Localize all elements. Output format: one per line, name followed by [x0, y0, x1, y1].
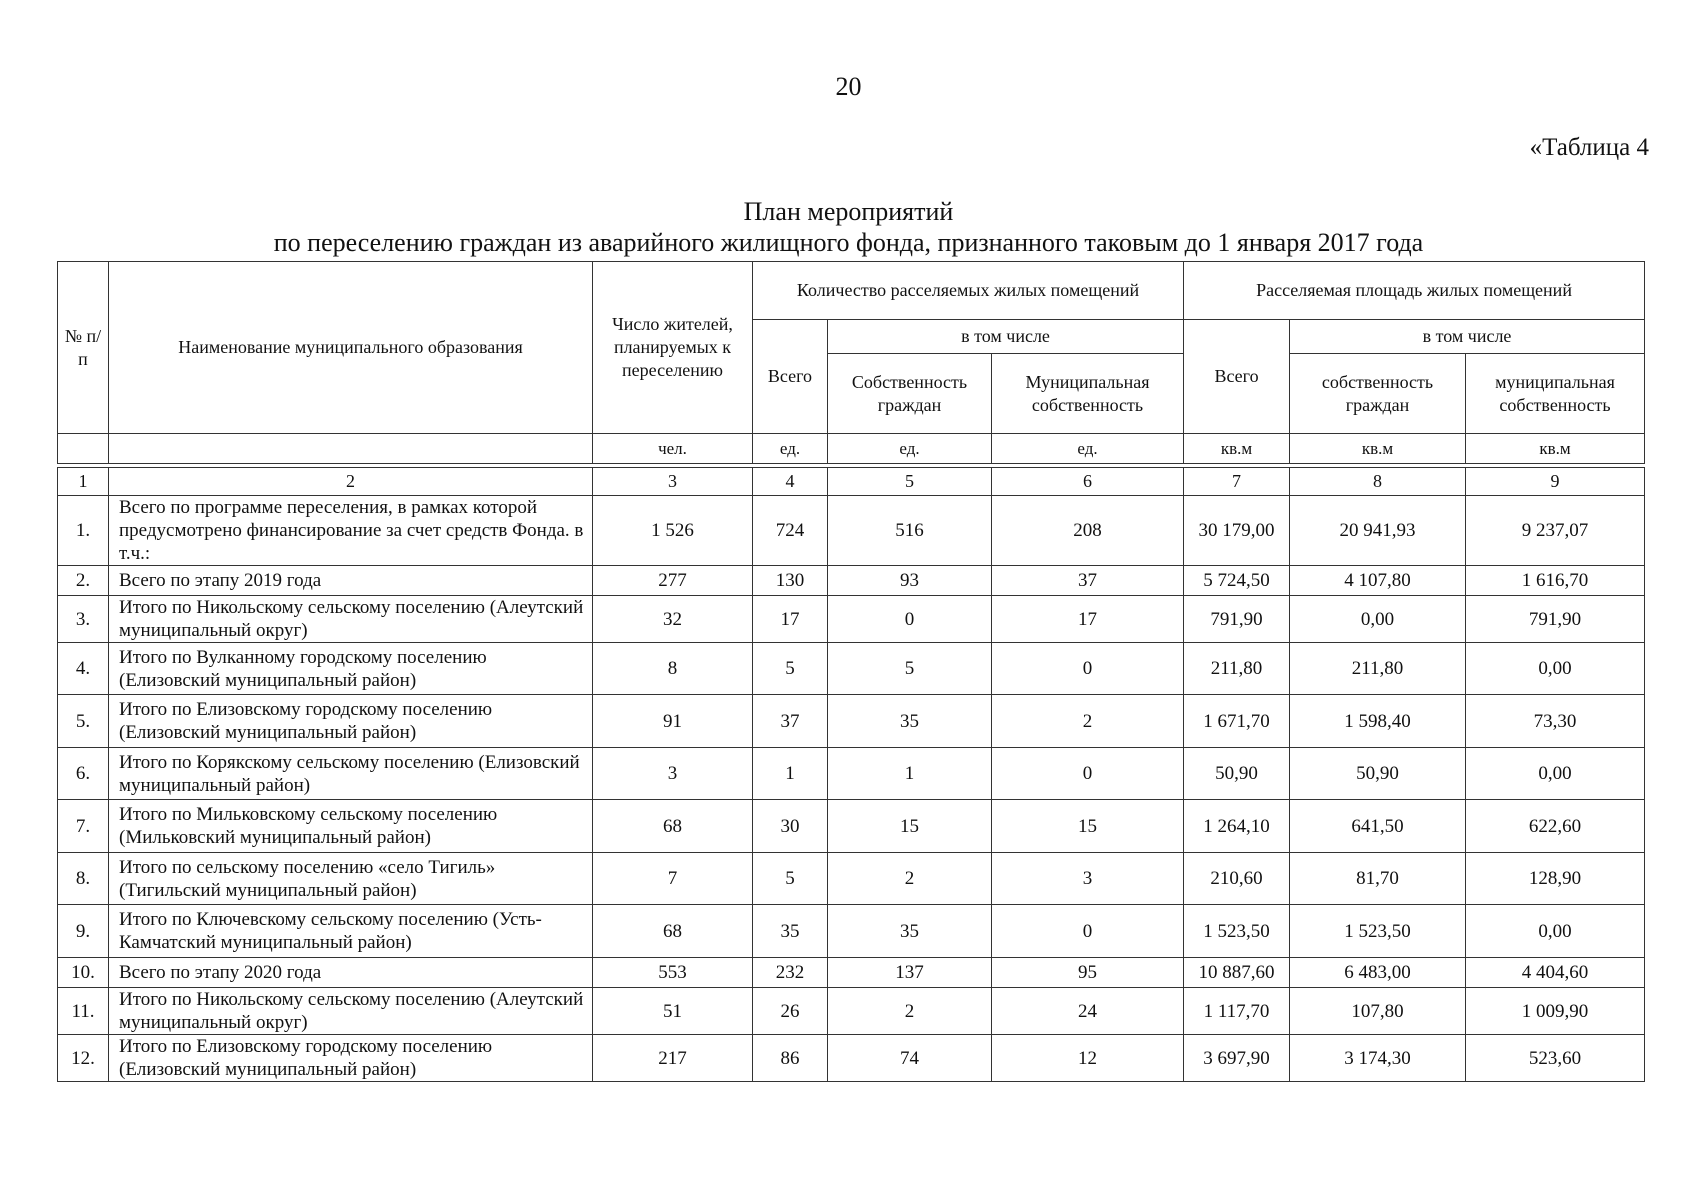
rooms-citizens: 137 [828, 958, 992, 988]
area-total: 211,80 [1184, 643, 1290, 695]
residents-count: 3 [593, 748, 753, 800]
table-row [58, 566, 1645, 596]
table-row [58, 800, 1645, 853]
rooms-total: 86 [753, 1035, 828, 1082]
rooms-citizens: 0 [828, 596, 992, 643]
column-number: 2 [109, 468, 593, 496]
table-row [58, 748, 1645, 800]
table-row [58, 496, 1645, 566]
header-area-municipal: муниципальная собственность [1466, 354, 1645, 434]
unit-cell: ед. [992, 434, 1184, 464]
header-residents: Число жителей, планируемых к переселению [593, 262, 753, 434]
rooms-municipal: 3 [992, 853, 1184, 905]
header-area-including: в том числе [1290, 320, 1645, 354]
rooms-municipal: 12 [992, 1035, 1184, 1082]
header-rooms-citizens: Собственность граждан [828, 354, 992, 434]
row-number: 11. [58, 988, 109, 1035]
title-line-1: План мероприятий [743, 197, 954, 226]
area-citizens: 20 941,93 [1290, 496, 1466, 566]
area-total: 50,90 [1184, 748, 1290, 800]
row-number: 9. [58, 905, 109, 958]
area-municipal: 4 404,60 [1466, 958, 1645, 988]
header-rooms-total: Всего [753, 320, 828, 434]
row-number: 5. [58, 695, 109, 748]
unit-cell: кв.м [1184, 434, 1290, 464]
column-number: 4 [753, 468, 828, 496]
residents-count: 51 [593, 988, 753, 1035]
unit-cell: кв.м [1290, 434, 1466, 464]
area-citizens: 641,50 [1290, 800, 1466, 853]
header-area-total: Всего [1184, 320, 1290, 434]
document-title [0, 196, 1697, 258]
residents-count: 32 [593, 596, 753, 643]
column-number: 9 [1466, 468, 1645, 496]
table-row [58, 988, 1645, 1035]
page-number: 20 [835, 72, 862, 101]
table-body [58, 496, 1645, 1082]
rooms-total: 5 [753, 643, 828, 695]
column-number: 5 [828, 468, 992, 496]
municipality-name: Итого по Никольскому сельскому поселению (Алеутский муниципальный округ) [109, 988, 593, 1035]
row-number: 10. [58, 958, 109, 988]
area-municipal: 791,90 [1466, 596, 1645, 643]
header-rooms-municipal: Муниципальная собственность [992, 354, 1184, 434]
area-citizens: 50,90 [1290, 748, 1466, 800]
table-row [58, 596, 1645, 643]
area-total: 3 697,90 [1184, 1035, 1290, 1082]
rooms-total: 37 [753, 695, 828, 748]
area-total: 1 671,70 [1184, 695, 1290, 748]
rooms-municipal: 37 [992, 566, 1184, 596]
area-total: 210,60 [1184, 853, 1290, 905]
residents-count: 1 526 [593, 496, 753, 566]
municipality-name: Итого по Вулканному городскому поселению (Елизовский муниципальный район) [109, 643, 593, 695]
rooms-citizens: 2 [828, 853, 992, 905]
row-number: 12. [58, 1035, 109, 1082]
rooms-municipal: 17 [992, 596, 1184, 643]
municipality-name: Итого по сельскому поселению «село Тигиль» (Тигильский муниципальный район) [109, 853, 593, 905]
table-caption: «Таблица 4 [1529, 134, 1649, 161]
title-line-2: по переселению граждан из аварийного жилищного фонда, признанного таковым до 1 января 2017 года [273, 228, 1424, 257]
area-municipal: 0,00 [1466, 905, 1645, 958]
rooms-municipal: 2 [992, 695, 1184, 748]
column-number: 7 [1184, 468, 1290, 496]
municipality-name: Всего по этапу 2020 года [109, 958, 593, 988]
table-row [58, 643, 1645, 695]
header-rooms-including: в том числе [828, 320, 1184, 354]
municipality-name: Итого по Елизовскому городскому поселению (Елизовский муниципальный район) [109, 695, 593, 748]
area-total: 30 179,00 [1184, 496, 1290, 566]
area-citizens: 107,80 [1290, 988, 1466, 1035]
residents-count: 8 [593, 643, 753, 695]
rooms-municipal: 95 [992, 958, 1184, 988]
row-number: 4. [58, 643, 109, 695]
rooms-total: 130 [753, 566, 828, 596]
unit-blank [58, 434, 109, 464]
area-municipal: 523,60 [1466, 1035, 1645, 1082]
residents-count: 68 [593, 905, 753, 958]
area-total: 791,90 [1184, 596, 1290, 643]
rooms-citizens: 74 [828, 1035, 992, 1082]
column-number: 8 [1290, 468, 1466, 496]
area-municipal: 128,90 [1466, 853, 1645, 905]
residents-count: 91 [593, 695, 753, 748]
unit-cell: чел. [593, 434, 753, 464]
area-total: 1 264,10 [1184, 800, 1290, 853]
area-citizens: 211,80 [1290, 643, 1466, 695]
header-area-citizens: собственность граждан [1290, 354, 1466, 434]
municipality-name: Всего по программе переселения, в рамках которой предусмотрено финансирование за счет средств Фонда. в т.ч.: [109, 496, 593, 566]
rooms-citizens: 35 [828, 695, 992, 748]
area-municipal: 0,00 [1466, 748, 1645, 800]
row-number: 8. [58, 853, 109, 905]
area-citizens: 3 174,30 [1290, 1035, 1466, 1082]
area-municipal: 622,60 [1466, 800, 1645, 853]
rooms-total: 1 [753, 748, 828, 800]
rooms-municipal: 0 [992, 748, 1184, 800]
rooms-total: 724 [753, 496, 828, 566]
area-citizens: 4 107,80 [1290, 566, 1466, 596]
row-number: 6. [58, 748, 109, 800]
rooms-citizens: 516 [828, 496, 992, 566]
rooms-citizens: 5 [828, 643, 992, 695]
residents-count: 217 [593, 1035, 753, 1082]
rooms-municipal: 24 [992, 988, 1184, 1035]
column-number: 6 [992, 468, 1184, 496]
area-municipal: 9 237,07 [1466, 496, 1645, 566]
resettlement-plan-table [57, 261, 1645, 1082]
rooms-municipal: 0 [992, 643, 1184, 695]
rooms-citizens: 2 [828, 988, 992, 1035]
area-municipal: 1 616,70 [1466, 566, 1645, 596]
unit-blank [109, 434, 593, 464]
residents-count: 277 [593, 566, 753, 596]
row-number: 1. [58, 496, 109, 566]
row-number: 7. [58, 800, 109, 853]
column-number: 3 [593, 468, 753, 496]
header-area-group: Расселяемая площадь жилых помещений [1184, 262, 1645, 320]
area-municipal: 1 009,90 [1466, 988, 1645, 1035]
unit-cell: кв.м [1466, 434, 1645, 464]
municipality-name: Итого по Елизовскому городскому поселению (Елизовский муниципальный район) [109, 1035, 593, 1082]
municipality-name: Итого по Никольскому сельскому поселению (Алеутский муниципальный округ) [109, 596, 593, 643]
table-row [58, 905, 1645, 958]
unit-cell: ед. [753, 434, 828, 464]
header-name: Наименование муниципального образования [109, 262, 593, 434]
residents-count: 7 [593, 853, 753, 905]
rooms-total: 232 [753, 958, 828, 988]
rooms-citizens: 1 [828, 748, 992, 800]
area-total: 1 117,70 [1184, 988, 1290, 1035]
rooms-citizens: 35 [828, 905, 992, 958]
residents-count: 68 [593, 800, 753, 853]
rooms-municipal: 0 [992, 905, 1184, 958]
area-municipal: 73,30 [1466, 695, 1645, 748]
column-number: 1 [58, 468, 109, 496]
header-num: № п/п [58, 262, 109, 434]
row-number: 3. [58, 596, 109, 643]
rooms-total: 17 [753, 596, 828, 643]
table-row [58, 958, 1645, 988]
municipality-name: Итого по Корякскому сельскому поселению (Елизовский муниципальный район) [109, 748, 593, 800]
rooms-total: 30 [753, 800, 828, 853]
table-row [58, 1035, 1645, 1082]
area-citizens: 1 598,40 [1290, 695, 1466, 748]
area-citizens: 1 523,50 [1290, 905, 1466, 958]
rooms-citizens: 15 [828, 800, 992, 853]
table-row [58, 695, 1645, 748]
unit-cell: ед. [828, 434, 992, 464]
municipality-name: Итого по Мильковскому сельскому поселению (Мильковский муниципальный район) [109, 800, 593, 853]
residents-count: 553 [593, 958, 753, 988]
row-number: 2. [58, 566, 109, 596]
area-citizens: 81,70 [1290, 853, 1466, 905]
area-citizens: 0,00 [1290, 596, 1466, 643]
table-row [58, 853, 1645, 905]
municipality-name: Итого по Ключевскому сельскому поселению (Усть-Камчатский муниципальный район) [109, 905, 593, 958]
area-municipal: 0,00 [1466, 643, 1645, 695]
area-total: 5 724,50 [1184, 566, 1290, 596]
municipality-name: Всего по этапу 2019 года [109, 566, 593, 596]
area-total: 10 887,60 [1184, 958, 1290, 988]
rooms-total: 26 [753, 988, 828, 1035]
rooms-citizens: 93 [828, 566, 992, 596]
area-total: 1 523,50 [1184, 905, 1290, 958]
header-rooms-group: Количество расселяемых жилых помещений [753, 262, 1184, 320]
rooms-municipal: 208 [992, 496, 1184, 566]
rooms-municipal: 15 [992, 800, 1184, 853]
area-citizens: 6 483,00 [1290, 958, 1466, 988]
rooms-total: 5 [753, 853, 828, 905]
rooms-total: 35 [753, 905, 828, 958]
